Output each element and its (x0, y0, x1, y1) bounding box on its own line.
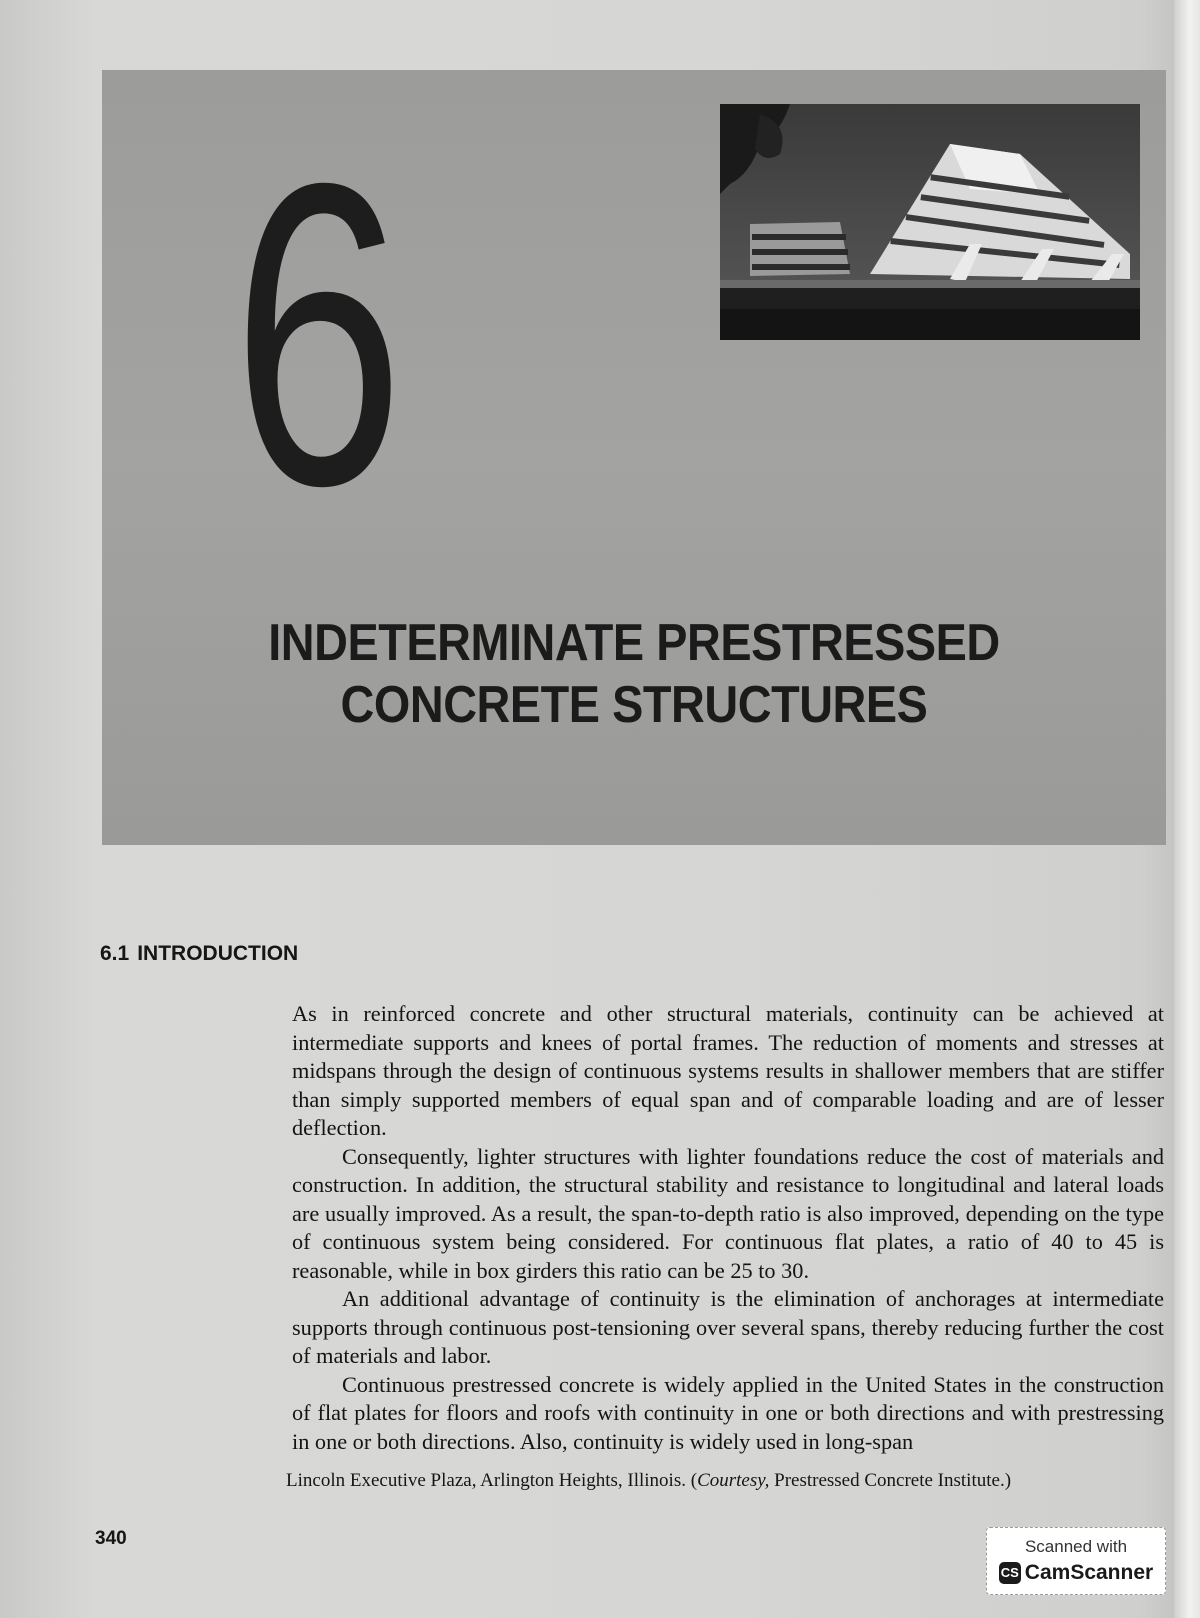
caption-text: Lincoln Executive Plaza, Arlington Heights, Illinois. ( (286, 1470, 698, 1491)
building-photo-illustration (720, 104, 1140, 340)
photo-caption (286, 1470, 1166, 1492)
watermark-brand (987, 1561, 1165, 1585)
watermark-brand-name: CamScanner (1024, 1561, 1154, 1584)
paragraph-3: An additional advantage of continuity is the elimination of anchorages at intermediate supports through continuous post-tensioning over several spans, thereby reducing further the cost of materials and labor. (292, 1286, 1164, 1368)
section-heading (100, 942, 298, 966)
chapter-number: 6 (232, 95, 397, 575)
page-number: 340 (95, 1528, 127, 1549)
camscanner-logo-icon: CS (999, 1562, 1021, 1584)
caption-italic: Courtesy, (697, 1470, 770, 1491)
chapter-title (102, 612, 1166, 736)
chapter-title-line-1: INDETERMINATE PRESTRESSED (268, 614, 1000, 672)
camscanner-watermark (986, 1527, 1166, 1595)
section-title: INTRODUCTION (137, 942, 299, 965)
paragraph-2: Consequently, lighter structures with lighter foundations reduce the cost of materials and construction. In addition, the structural stability and resistance to longitudinal and lateral loads are usually improved. As a result, the span-to-depth ratio is also improved, depending on the type of continuous system being considered. For continuous flat plates, a ratio of 40 to 45 is reasonable, while in box girders this ratio can be 25 to 30. (292, 1143, 1164, 1283)
paragraph-1: As in reinforced concrete and other structural materials, continuity can be achieved at intermediate supports and knees of portal frames. The reduction of moments and stresses at midspans through the design of continuous systems results in shallower members that are stiffer than simply supported members of equal span and of comparable loading and are of lesser deflection. (292, 1001, 1164, 1140)
watermark-text: Scanned with (1024, 1537, 1128, 1556)
paragraph-4: Continuous prestressed concrete is widely applied in the United States in the construction of flat plates for floors and roofs with continuity in one or both directions and with prestressing in one or both directions. Also, continuity is widely used in long-span (292, 1371, 1164, 1454)
body-text (292, 1000, 1164, 1456)
caption-credit: Prestressed Concrete Institute.) (769, 1470, 1012, 1491)
building-photo (720, 104, 1140, 340)
next-page-edge (1174, 0, 1200, 1618)
section-number: 6.1 (100, 942, 130, 965)
chapter-title-line-2: CONCRETE STRUCTURES (340, 676, 928, 734)
